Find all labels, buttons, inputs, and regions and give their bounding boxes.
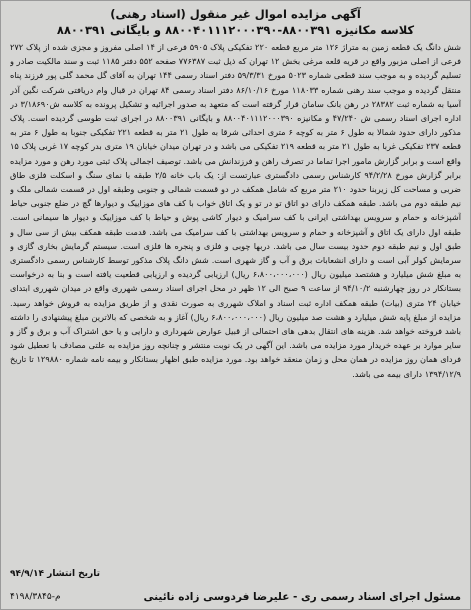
publish-date: تاریخ انتشار ۹۴/۹/۱۴ bbox=[10, 569, 100, 579]
notice-footer bbox=[10, 567, 461, 605]
notice-title: آگهی مزایده اموال غیر منقول (اسناد رهنی) bbox=[110, 7, 361, 21]
document-number: ۴۱۹۸/۳۸۴۵-م bbox=[10, 592, 61, 602]
notice-subtitle: کلاسه مکانیزه ۸۸۰۰۳۹۱-۸۸۰۰۴۰۱۱۱۲۰۰۰۳۹۰ و بایگانی ۸۸۰۰۳۹۱ bbox=[56, 23, 415, 37]
signature-line: مسئول اجرای اسناد رسمی ری - علیرضا فردوسی زاده نائینی bbox=[143, 591, 461, 603]
notice-body: شش دانگ یک قطعه زمین به متراژ ۱۲۶ متر مربع قطعه ۲۲۰ تفکیکی پلاک ۵۹۰۵ فرعی از ۱۴ اصلی مفروز و مجزی شده از پلاک ۲۷۲ فرعی از اصلی مزبور واقع در قریه قلعه مرغی بخش ۱۲ تهران که ذیل ثبت ۷۷۶۳۸۷ صفحه ۵۵۲ دفتر ۱۱۸۵ ثبت و سند مالکیت صادر و تسلیم گردیده و به موجب سند قطعی شماره ۵۰۲۳ مورخ ۵۹/۳/۳۱ دفتر اسناد رسمی ۱۴۴ تهران به آقای گل محمد گلی پور فرزند پناه منتقل گردیده و موجب سند رهنی شماره ۱۱۸۰۳۳ مورخ ۸۶/۱۰/۱۶ دفتر اسناد رسمی ۸۴ تهران در قبال وام دریافتی شرکت نگین آذر آسیا به شماره ثبت ۲۸۳۸۲ در رهن بانک سامان قرار گرفته است که متعهد به صدور اجرائیه و تشکیل پرونده به کلاسه ش۳/۱۸۶۹۰ در اداره اجرای اسناد رسمی ش ۴۷/۲۴۰ و مکانیزه ۸۸۰۰۴۰۱۱۱۲۰۰۰۳۹۰ و بایگانی ۸۸۰۰۳۹۱ در اجرای ثبت طوسی گردیده است. پلاک مذکور دارای حدود شمالا به طول ۶ متر به کوچه ۶ متری احداثی شرقا به طول ۲۱ متر به قطعه ۲۲۱ تفکیکی جنوبا به طول ۶ متر به قطعه ۲۳۷ تفکیکی غربا به طول ۲۱ متر به قطعه ۲۱۹ تفکیکی می باشد و در تهران میدان خیابان ۱۹ متری بدر کوچه ۱۷ غربی پلاک ۱۵ واقع است و برابر گزارش مامور اجرا تماما در تصرف راهن و فرزندانش می باشد. توصیف اجمالی پلاک ثبتی مورد رهن و مورد مزایده برابر گزارش مورخ ۹۴/۲/۲۸ کارشناس رسمی دادگستری عبارتست از: یک باب خانه ۲/۵ طبقه با نمای سنگ و اسکلت فلزی طاق ضربی و مساحت کل زیربنا حدود ۲۱۰ متر مربع که شامل همکف در دو قسمت شمالی و جنوبی وطبقه اول در قسمت شمالی ملک و نیم طبقه دوم می باشد. طبقه همکف دارای دو اتاق تو در تو و یک اتاق خواب با کف های موزاییک و دیوارها گچ در ضلع جنوبی حیاط آشپزخانه و حمام و سرویس بهداشتی ایرانی با کف سرامیک و دیوار کاشی پوش و حیاط با کف موزاییک و دیوار ها سیمانی است. طبقه اول دارای یک اتاق و آشپزخانه و حمام و سرویس بهداشتی با کف سرامیک می باشد. قدمت طبقه همکف بیش از سی سال و طبق اول و نیم طبقه دوم حدود بیست سال می باشد. دربها چوبی و فلزی و پنجره ها فلزی است. سیستم گرمایش بخاری گازی و سرمایش کولر آبی است و دارای انشعابات برق و آب و گاز شهری است. شش دانگ پلاک مذکور توسط کارشناس رسمی دادگستری به مبلغ شش میلیارد و هشتصد میلیون ریال (۶،۸۰۰،۰۰۰،۰۰۰ ریال) ارزیابی گردیده و ارزیابی قطعیت یافته است و بنا به درخواست بستانکار در روز چهارشنبه ۹۴/۱۰/۲ از ساعت ۹ صبح الی ۱۲ ظهر در محل اجرای اسناد رسمی شهرری واقع در میدان شهرری ابتدای خیابان ۲۴ متری (بیات) طبقه همکف اداره ثبت اسناد و املاک شهرری به صورت نقدی و از طریق مزایده به فروش خواهد رسید. مزایده از مبلغ پایه شش میلیارد و هشت صد میلیون ریال (۶،۸۰۰،۰۰۰،۰۰۰ ریال) آغاز و به شخصی که بالاترین مبلغ پیشنهادی را داشته باشد فروخته خواهد شد. هزینه های انتقال بدهی های احتمالی از قبیل عوارض شهرداری و دارایی و یا حق اشتراک آب و برق و گاز و سایر موارد بر عهده خریدار مورد مزایده می باشد. این آگهی در یک نوبت منتشر و چنانچه روز مزایده به علتی مصادف با تعطیل شود فردای همان روز مزایده در همان محل و زمان منعقد خواهد بود. مورد مزایده طبق اظهار بستانکار و بیمه نامه شماره ۱۲۹۸۸۰ تا تاریخ ۱۳۹۴/۱۲/۹ دارای بیمه می باشد. bbox=[10, 42, 461, 379]
